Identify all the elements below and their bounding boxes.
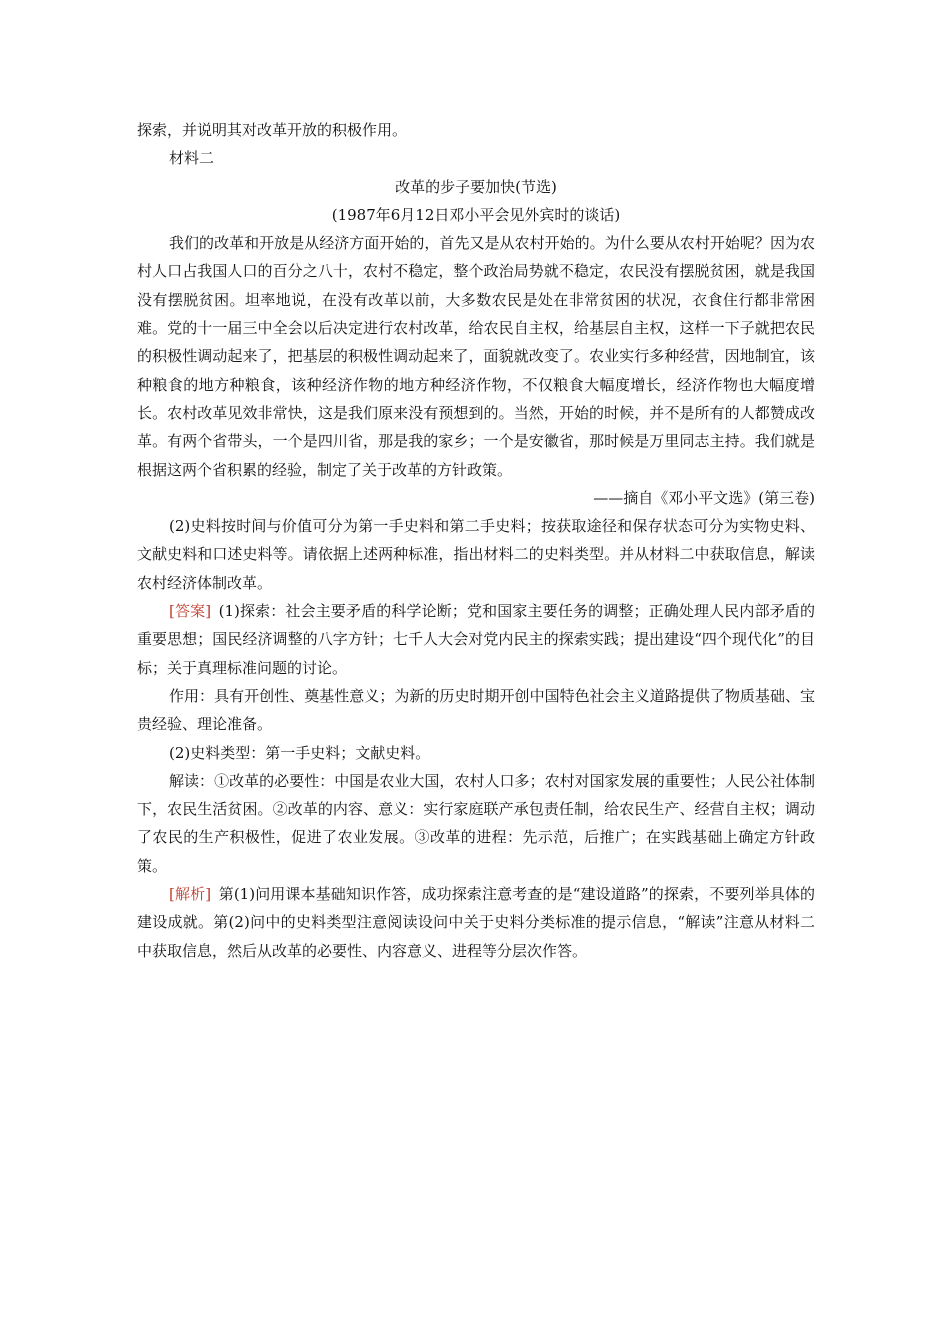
answer-part2: (2)史料类型：第一手史料；文献史料。 <box>169 743 431 762</box>
answer-effect: 作用：具有开创性、奠基性意义；为新的历史时期开创中国特色社会主义道路提供了物质基础、宝贵经验、理论准备。 <box>137 686 815 734</box>
question-2: (2)史料按时间与价值可分为第一手史料和第二手史料；按获取途径和保存状态可分为实物史料、文献史料和口述史料等。请依据上述两种标准，指出材料二的史料类型。并从材料二中获取信息，解读农村经济体制改革。 <box>137 517 815 592</box>
analysis-text: 第(1)问用课本基础知识作答，成功探索注意考查的是“建设道路”的探索，不要列举具体的建设成就。第(2)问中的史料类型注意阅读设问中关于史料分类标准的提示信息，“解读”注意从材料二中获取信息，然后从改革的必要性、内容意义、进程等分层次作答。 <box>137 885 815 960</box>
analysis-tag: [解析] <box>169 885 212 904</box>
document-page <box>137 116 815 965</box>
analysis-paragraph <box>137 880 815 965</box>
material-title: 改革的步子要加快(节选) <box>395 177 557 196</box>
answer-part1 <box>137 597 815 682</box>
intro-tail: 探索，并说明其对改革开放的积极作用。 <box>137 121 408 139</box>
material-label: 材料二 <box>169 149 215 168</box>
answer-part1-text: (1)探索：社会主要矛盾的科学论断；党和国家主要任务的调整；正确处理人民内部矛盾的重要思想；国民经济调整的八字方针；七千人大会对党内民主的探索实践；提出建设“四个现代化”的目标；关于真理标准问题的讨论。 <box>137 602 815 677</box>
material-body: 我们的改革和开放是从经济方面开始的，首先又是从农村开始的。为什么要从农村开始呢？因为农村人口占我国人口的百分之八十，农村不稳定，整个政治局势就不稳定，农民没有摆脱贫困，就是我国没有摆脱贫困。坦率地说，在没有改革以前，大多数农民是处在非常贫困的状况，衣食住行都非常困难。党的十一届三中全会以后决定进行农村改革，给农民自主权，给基层自主权，这样一下子就把农民的积极性调动起来了，把基层的积极性调动起来了，面貌就改变了。农业实行多种经营，因地制宜，该种粮食的地方种粮食，该种经济作物的地方种经济作物，不仅粮食大幅度增长，经济作物也大幅度增长。农村改革见效非常快，这是我们原来没有预想到的。当然，开始的时候，并不是所有的人都赞成改革。有两个省带头，一个是四川省，那是我的家乡；一个是安徽省，那时候是万里同志主持。我们就是根据这两个省积累的经验，制定了关于改革的方针政策。 <box>137 234 815 479</box>
answer-interpretation: 解读：①改革的必要性：中国是农业大国，农村人口多；农村对国家发展的重要性；人民公社体制下，农民生活贫困。②改革的内容、意义：实行家庭联产承包责任制，给农民生产、经营自主权；调动了农民的生产积极性，促进了农业发展。③改革的进程：先示范，后推广；在实践基础上确定方针政策。 <box>137 771 815 875</box>
answer-tag: [答案] <box>169 602 212 621</box>
material-subtitle: (1987年6月12日邓小平会见外宾时的谈话) <box>331 205 621 224</box>
material-source: ——摘自《邓小平文选》(第三卷) <box>593 488 815 507</box>
